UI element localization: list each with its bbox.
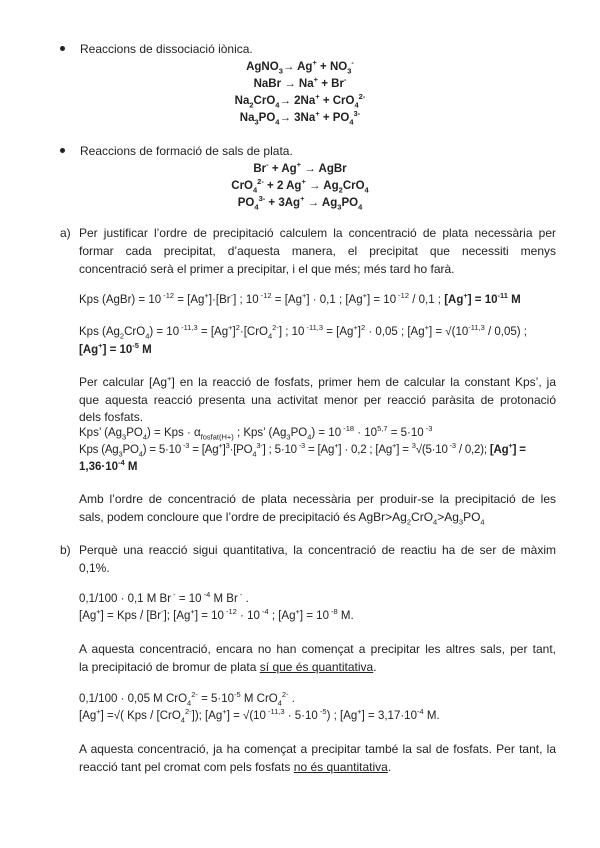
section-b-intro-line2: 0,1%.	[79, 561, 110, 575]
equation-na2cro4: $Na_2CrO_4\to 2Na^+ + CrO_4^{2-}$	[234, 92, 366, 110]
chromate-not-quantitative-underline: no és quantitativa	[293, 760, 388, 774]
kps-agbr-line: Kps (AgBr) = 10 $^{-12}$ = [Ag+]·[Br-] ; 10 $^{-12}$ = [Ag+] · 0,1 ; [Ag+] = 10 $^{-12}$ / 0,1 ; $[Ag^+] = 10^{-11}$ M	[79, 291, 521, 306]
section-b-intro-line1: Perquè una reacció sigui quantitativa, la concentració de reactiu ha de ser de màxim	[79, 543, 556, 557]
kps-prime-result: $1,36\cdot 10^{-4}$ M	[79, 458, 138, 473]
equation-na3po4: $Na_3PO_4\to 3Na^+ + PO_4^{3-}$	[239, 109, 361, 127]
equation-ag2cro4: CrO$_4^{2-}$ + 2 $Ag^+ \to Ag_2CrO_4$	[231, 177, 369, 195]
bromide-text-line2: la precipitació de bromur de plata sí que és quantitativa.	[79, 660, 377, 674]
chromate-calc-line2: [Ag+] =√( Kps / [CrO$_4^{2-}$]); [Ag+] = √(10 $^{-11,3}$ · 5·10 $^{-5}$) ; $[Ag^+] = 3,17\cdot 10^{-4}$ M.	[79, 707, 440, 725]
equation-nabr: NaBr → Na+ + Br-	[253, 75, 347, 90]
chromate-calc-line1: 0,1/100 · 0,05 M $CrO_4^{2-} = 5\cdot 10^{-5}$ M CrO$_4^{2-}$ .	[79, 690, 295, 708]
bromide-quantitative-underline: sí que és quantitativa	[259, 660, 374, 674]
order-text-line1: Amb l’ordre de concentració de plata necessària per produir-se la precipitació de les	[79, 492, 556, 506]
section-a-intro-line3: concentració serà el primer a precipitar, i el que més; més tard ho farà.	[79, 262, 455, 276]
bromide-text-line1: A aquesta concentració, encara no han començat a precipitar les altres sals, per tant,	[79, 642, 556, 656]
phosphate-text-line2: que aquesta reacció presenta una activitat menor per reacció paràsita de protonació	[79, 393, 556, 407]
dissociation-title: Reaccions de dissociació iònica.	[80, 42, 253, 56]
equation-agbr: Br- + Ag+ → AgBr	[253, 160, 347, 175]
order-text-line2: sals, podem concloure que l’ordre de precipitació és $AgBr>Ag_2CrO_4>Ag_3PO_4$	[79, 510, 485, 527]
section-a-intro-line1: Per justificar l’ordre de precipitació calculem la concentració de plata necessària per	[79, 226, 556, 240]
phosphate-text-line1: Per calcular [Ag+] en la reacció de fosfats, primer hem de calcular la constant Kps’, ja	[79, 374, 557, 389]
bullet-dot	[60, 46, 65, 51]
section-a-label: a)	[60, 226, 71, 240]
bromide-calc-line1: 0,1/100 · 0,1 M Br - = 10 $^{-4}$ M Br - .	[79, 590, 249, 605]
kps-ag2cro4-result: $[Ag^+] = 10^{-5}$ M	[79, 341, 152, 356]
equation-ag3po4: $PO_4^{3-} + 3Ag^+ \to Ag_3PO_4$	[237, 194, 363, 212]
section-b-label: b)	[60, 543, 71, 557]
chromate-text-line1: A aquesta concentració, ja ha començat a precipitar també la sal de fosfats. Per tant, la	[79, 742, 556, 756]
kps-ag2cro4-line: Kps $(Ag_2CrO_4) = 10$ $^{-11,3} = [Ag^+]^2\cdot[CrO_4^{2-}]$ ; 10 $^{-11,3} = [Ag^+]^2 \cdot 0,05$ ; $[Ag^+] = √(10^{-11,3} / 0,05)$ ;	[79, 323, 527, 341]
formation-title: Reaccions de formació de sals de plata.	[80, 144, 293, 158]
bullet-dot	[60, 148, 65, 153]
bromide-calc-line2: [Ag+] = Kps / [Br-]; [Ag+] = 10 $^{-12}$ · 10 $^{-4}$ ; [Ag+] = 10 $^{-8}$ M.	[79, 607, 354, 622]
chromate-text-line2: reacció tant pel cromat com pels fosfats no és quantitativa.	[79, 760, 392, 774]
kps-prime-line: Kps’ $(Ag_3PO_4)$ = Kps · $\alpha_{fosfat(H+)}$ ; Kps’ $(Ag_3PO_4) = 10$ $^{-18} \cdot 10^{5,7} = 5\cdot 10$ $^{-3}$	[79, 424, 433, 442]
phosphate-text-line3: dels fosfats.	[79, 410, 144, 424]
section-a-intro-line2: formar cada precipitat, d’aquesta manera, el precipitat que necessiti menys	[79, 244, 556, 258]
equation-agno3: AgNO$_3$→ $Ag^+ + NO_3^-$	[246, 58, 354, 76]
kps-prime-calc-line: Kps $(Ag_3PO_4) = 5\cdot 10$ $^{-3} = [Ag^+]^3\cdot[PO_4^{3-}]$ ; 5·10 $^{-3}$ = [Ag+] · 0,2 ; [Ag+] = $^3$√(5·10 $^{-3}$ / 0,2); [Ag+] =	[79, 441, 526, 459]
